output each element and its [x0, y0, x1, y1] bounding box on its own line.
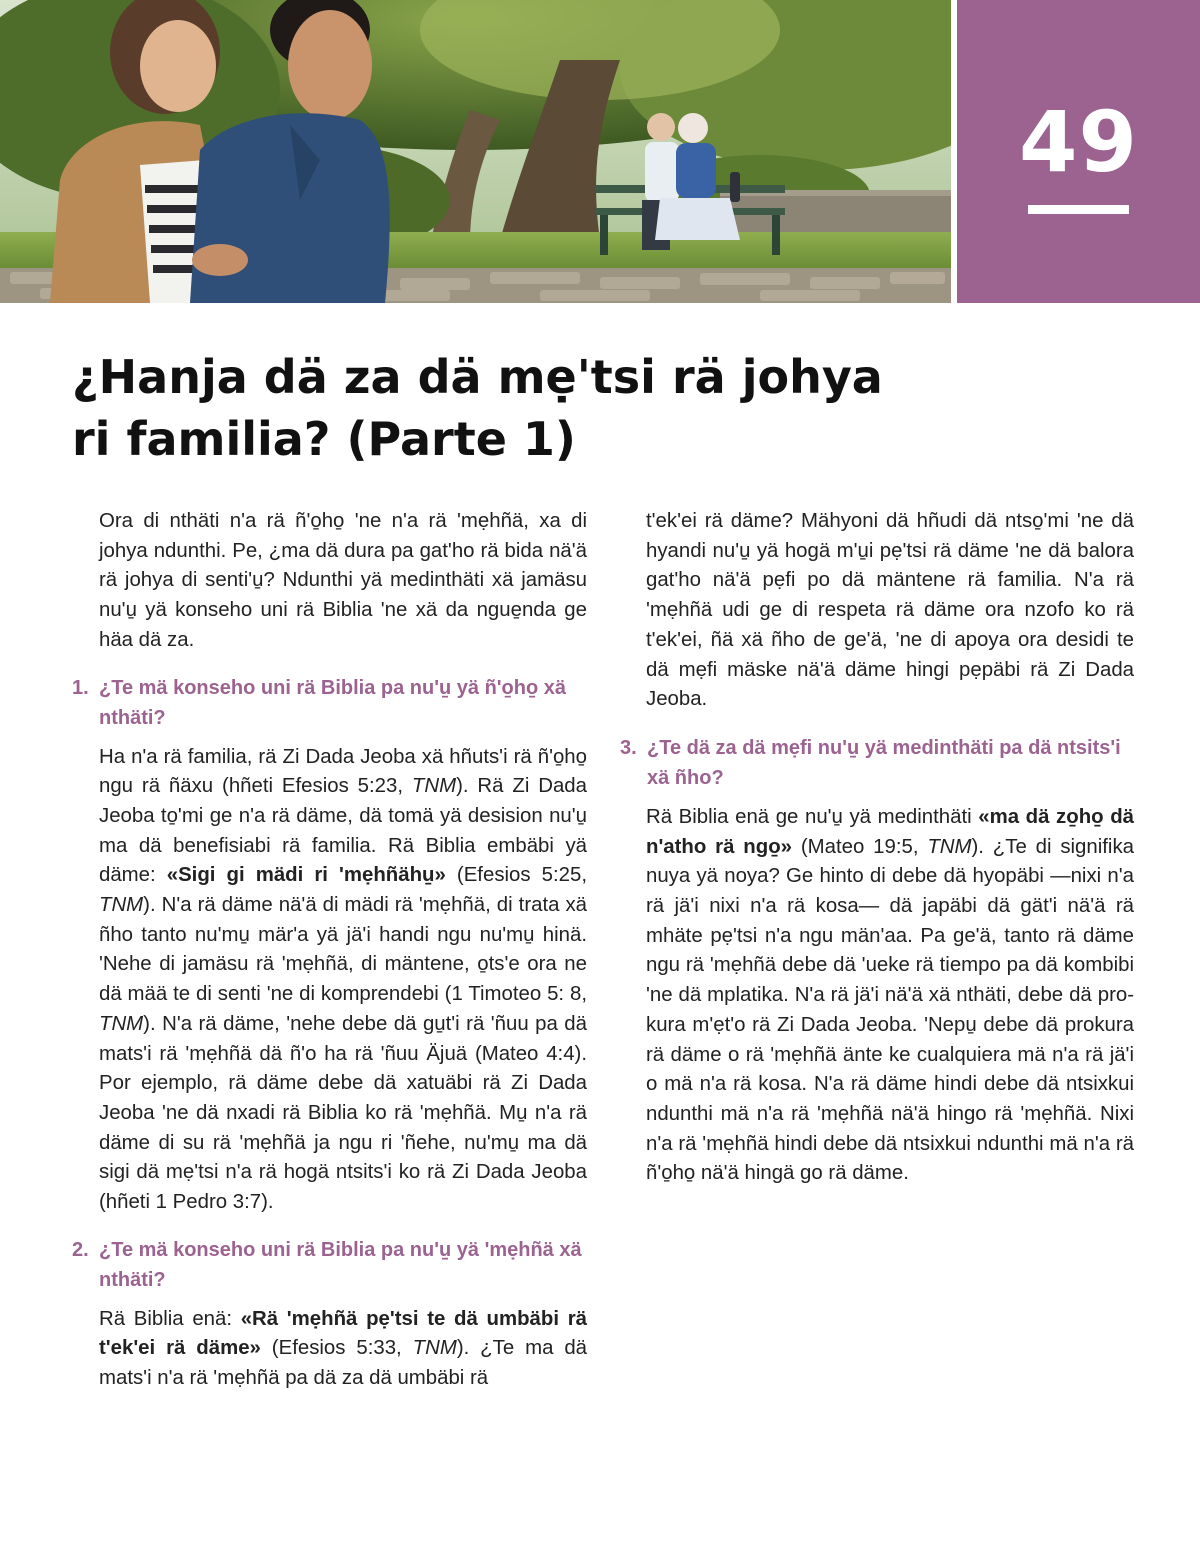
- section-2-paragraph: [72, 1305, 587, 1394]
- section-2-number: 2.: [72, 1238, 89, 1261]
- section-1-paragraph: [72, 743, 587, 1218]
- hero-illustration: [0, 0, 951, 303]
- s1-tnm-c: TNM: [99, 1012, 144, 1035]
- hero-photo: [0, 0, 951, 303]
- s3-tnm-a: TNM: [927, 835, 972, 858]
- section-3-question: ¿Te dä za dä mẹfi nu'u̱ yä medinthäti pa dä ntsits'i xä ñho?: [647, 736, 1121, 789]
- s3-quote: «ma dä zo̱ho̱ dä n'atho rä ngo̱»: [646, 805, 1134, 858]
- section-2-heading: [72, 1235, 587, 1295]
- s3-text-c: ). ¿Te di signifika nuya yä noya? Ge hinto di debe dä hyopäbi —nixi n'a rä jä'i nixi n'a rä kosa— dä japäbi dä gät'i nä'ä rä mhäte pẹ'tsi n'a ngu män'aa. Pa ge'ä, tanto rä däme ngu rä 'mẹhñä debe dä 'ueke rä tiempo pa dä kombibi 'ne dä mplatika. N'a rä jä'i nä'ä xä nthäti, debe dä prokura m'ẹt'o rä Zi Dada Jeoba. 'Nepu̱ debe dä prokura rä däme o rä 'mẹhñä änte ke cualquiera mä n'a rä jä'i o mä n'a rä kosa. N'a rä däme hindi debe dä ntsixkui ndunthi mä n'a rä 'mẹhñä nä'ä hingo rä 'mẹhñä. Nixi n'a rä 'mẹhñä hindi debe dä ntsixkui ndunthi mä n'a rä ñ'o̱ho̱ nä'ä hingä go rä däme.: [646, 835, 1134, 1185]
- right-column: [620, 507, 1134, 1189]
- intro-paragraph: Ora di nthäti n'a rä ñ'o̱ho̱ 'ne n'a rä 'mẹhñä, xa di johya ndunthi. Pe, ¿ma dä dura pa gat'ho rä bida nä'ä rä johya di senti'u̱? Ndunthi yä medinthäti xä jamäsu nu'u̱ yä konseho uni rä Biblia 'ne xä da ngue̱nda ge häa dä za.: [99, 510, 587, 651]
- s1-text-d: ). N'a rä däme nä'ä di mädi rä 'mẹhñä, di trata xä ñho tanto nu'mu̱ mär'a yä jä'i handi ngu nu'mu̱ hinä. 'Nehe di jamäsu rä 'mẹhñä, di mäntene, o̱ts'e ora ne dä mää te di senti 'ne di komprendebi (1 Timoteo 5: 8,: [99, 894, 587, 1006]
- page-title-line-1: ¿Hanja dä za dä mẹ'tsi rä johya: [72, 350, 883, 404]
- lesson-number: 49: [1019, 93, 1138, 191]
- s1-text-b: ). Rä Zi Dada Jeoba to̱'mi ge n'a rä däme, dä tomä yä desision nu'u̱ ma dä benefisiabi rä familia. Rä Biblia embäbi yä däme:: [99, 775, 587, 887]
- s1-tnm-a: TNM: [411, 775, 457, 798]
- section-3-paragraph: [620, 803, 1134, 1189]
- section-2-question: ¿Te mä konseho uni rä Biblia pa nu'u̱ yä 'mẹhñä xä nthäti?: [99, 1238, 582, 1291]
- section-1-heading: [72, 673, 587, 733]
- s3-text-a: Rä Biblia enä ge nu'u̱ yä medinthäti: [646, 805, 979, 828]
- s3-text-b: (Mateo 19:5,: [792, 835, 928, 858]
- s2-tnm-a: TNM: [412, 1337, 457, 1360]
- s1-quote: «Sigi gi mädi ri 'mẹhñähu̱»: [166, 864, 446, 887]
- s1-tnm-b: TNM: [99, 894, 144, 917]
- s2-quote: «Rä 'mẹhñä pẹ'tsi te dä umbäbi rä t'ek'ei rä däme»: [99, 1307, 587, 1360]
- left-column: [72, 507, 587, 1394]
- s1-text-a: Ha n'a rä familia, rä Zi Dada Jeoba xä hñuts'i rä ñ'o̱ho̱ ngu rä ñäxu (hñeti Efesios 5:23,: [99, 745, 587, 798]
- section-3-heading: [620, 733, 1134, 793]
- s2-text-c: ). ¿Te ma dä mats'i n'a rä 'mẹhñä pa dä za dä umbäbi rä: [99, 1337, 587, 1390]
- s1-text-c: (Efesios 5:25,: [445, 864, 587, 887]
- page-title: [72, 346, 932, 470]
- lesson-number-badge: [957, 0, 1200, 303]
- section-1-number: 1.: [72, 676, 89, 699]
- section-3-number: 3.: [620, 736, 637, 759]
- s2-text-b: (Efesios 5:33,: [260, 1337, 413, 1360]
- s2-text-a: Rä Biblia enä:: [99, 1307, 241, 1330]
- section-2-paragraph-continued: t'ek'ei rä däme? Mähyoni dä hñudi dä ntso̱'mi 'ne dä hyandi nu'u̱ yä hogä m'u̱i pẹ'tsi rä däme 'ne dä balora gat'ho nä'ä pẹfi po dä mäntene rä familia. N'a rä 'mẹhñä udi ge di respeta rä däme ora nzofo ko rä t'ek'ei, ñä xä ñho de ge'ä, 'ne di apoya ora desidi te dä mẹfi mäske nä'ä däme hingi pẹpäbi rä Zi Dada Jeoba.: [646, 510, 1134, 711]
- badge-underline: [1028, 205, 1129, 214]
- page-title-line-2: ri familia? (Parte 1): [72, 412, 576, 466]
- section-1-question: ¿Te mä konseho uni rä Biblia pa nu'u̱ yä ñ'o̱ho̱ xä nthäti?: [99, 676, 566, 729]
- s1-text-e: ). N'a rä däme, 'nehe debe dä gu̱t'i rä 'ñuu pa dä mats'i rä 'mẹhñä dä ñ'o ha rä 'ñuu Äjuä (Mateo 4:4). Por ejemplo, rä däme debe dä xatuäbi rä Zi Dada Jeoba 'ne dä nxadi rä Biblia ko rä 'mẹhñä. Mu̱ n'a rä däme di su rä 'mẹhñä ja ngu ri 'ñehe, nu'mu̱ ma dä sigi dä mẹ'tsi n'a rä hogä ntsits'i ko rä Zi Dada Jeoba (hñeti 1 Pedro 3:7).: [99, 1012, 587, 1214]
